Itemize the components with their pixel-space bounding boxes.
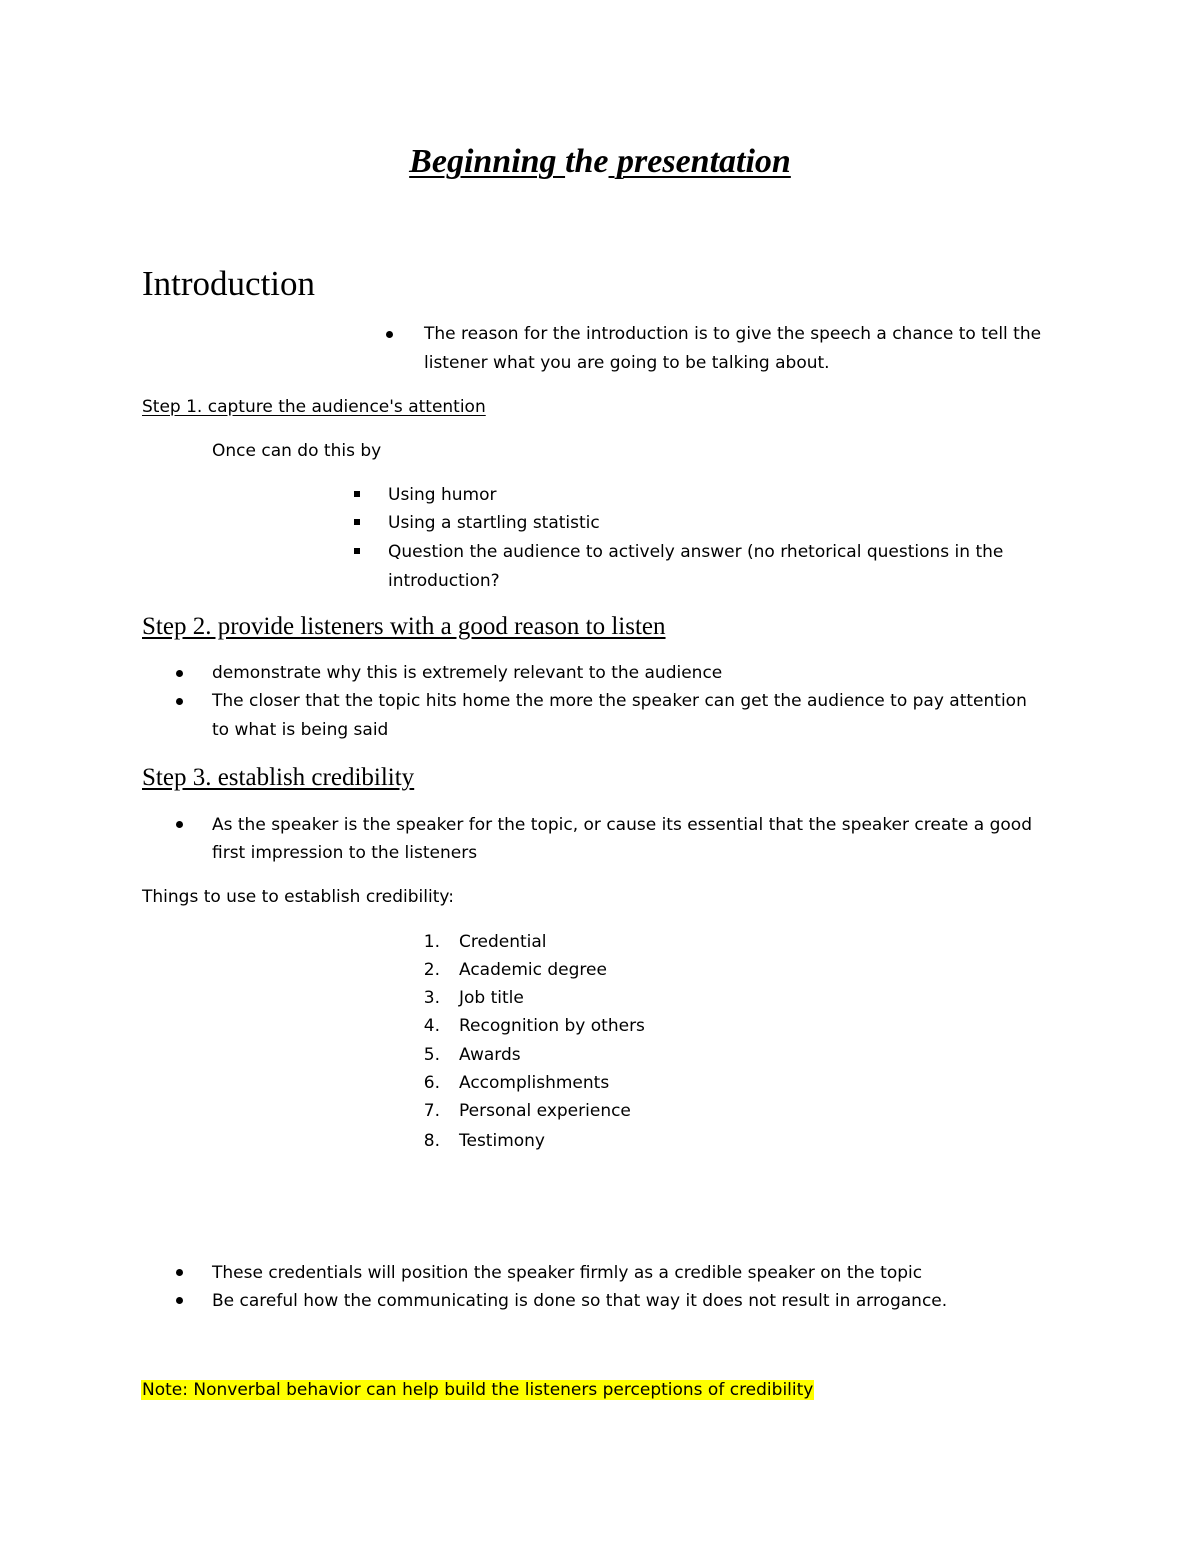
step3-heading: Step 3. establish credibility (142, 764, 415, 791)
list-number: 4. (423, 1016, 440, 1036)
introduction-bullet-line1: The reason for the introduction is to give the speech a chance to tell the (424, 324, 1042, 344)
list-item: Academic degree (459, 960, 607, 980)
document-title (0, 140, 1200, 184)
bullet-icon (176, 1269, 183, 1276)
step1-item: Question the audience to actively answer (no rhetorical questions in the (388, 542, 1004, 562)
step1-item: Using humor (388, 485, 497, 505)
step3-bullet: As the speaker is the speaker for the topic, or cause its essential that the speaker create a good (212, 815, 1032, 835)
step1-item: Using a startling statistic (388, 513, 600, 533)
list-number: 3. (423, 988, 440, 1008)
list-item: Accomplishments (459, 1073, 610, 1093)
bullet-icon (386, 331, 393, 338)
list-item: Awards (459, 1045, 521, 1065)
list-number: 2. (423, 960, 440, 980)
closing-bullet: Be careful how the communicating is done so that way it does not result in arrogance. (212, 1291, 948, 1311)
list-item: Testimony (459, 1131, 545, 1151)
square-bullet-icon (354, 519, 360, 525)
step2-bullet-continuation: to what is being said (212, 720, 389, 740)
title-part-presentation: presentation (608, 143, 791, 180)
step3-bullet-continuation: first impression to the listeners (212, 843, 478, 863)
credibility-things-heading: Things to use to establish credibility: (142, 887, 454, 907)
square-bullet-icon (354, 548, 360, 554)
list-item: Credential (459, 932, 547, 952)
note-highlight: Note: Nonverbal behavior can help build the listeners perceptions of credibility (142, 1380, 814, 1400)
step1-heading: Step 1. capture the audience's attention (142, 397, 486, 417)
bullet-icon (176, 698, 183, 705)
list-item: Personal experience (459, 1101, 631, 1121)
closing-bullet: These credentials will position the speaker firmly as a credible speaker on the topic (212, 1263, 923, 1283)
list-number: 1. (423, 932, 440, 952)
step2-bullet: The closer that the topic hits home the more the speaker can get the audience to pay attention (212, 691, 1027, 711)
list-item: Job title (459, 988, 524, 1008)
title-part-the: the (565, 143, 609, 180)
list-number: 8. (423, 1131, 440, 1151)
square-bullet-icon (354, 491, 360, 497)
bullet-icon (176, 1297, 183, 1304)
step1-lead: Once can do this by (212, 441, 382, 461)
bullet-icon (176, 821, 183, 828)
step1-item-continuation: introduction? (388, 571, 500, 591)
list-number: 6. (423, 1073, 440, 1093)
list-number: 7. (423, 1101, 440, 1121)
step2-heading: Step 2. provide listeners with a good reason to listen (142, 613, 666, 640)
step2-bullet: demonstrate why this is extremely relevant to the audience (212, 663, 723, 683)
introduction-heading: Introduction (142, 264, 316, 303)
introduction-bullet-line2: listener what you are going to be talking about. (424, 353, 830, 373)
list-item: Recognition by others (459, 1016, 645, 1036)
list-number: 5. (423, 1045, 440, 1065)
title-part-beginning: Beginning (409, 143, 566, 180)
note (141, 1376, 814, 1404)
bullet-icon (176, 670, 183, 677)
